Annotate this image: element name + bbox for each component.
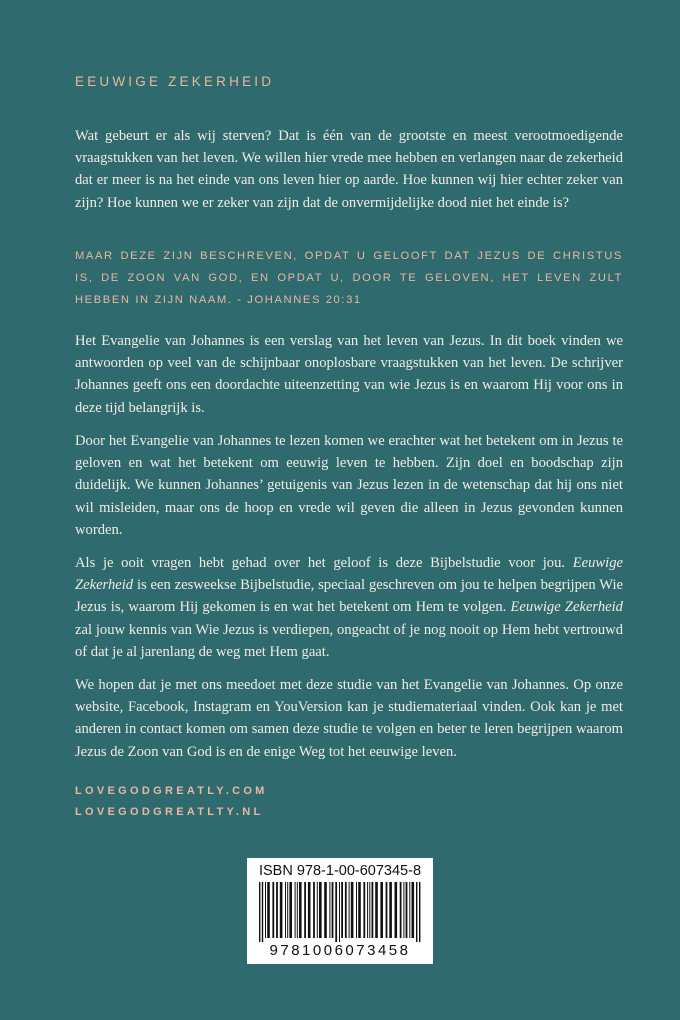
intro-paragraph: Wat gebeurt er als wij sterven? Dat is één van de grootste en meest verootmoedigende vraagstukken van het leven. We willen hier vrede mee hebben en verlangen naar de zekerheid dat er meer is na het einde van ons leven hier op aarde. Hoe kunnen wij hier echter zeker van zijn? Hoe kunnen we er zeker van zijn dat de onvermijdelijke dood niet het einde is?	[75, 128, 623, 211]
barcode-bar	[319, 882, 322, 938]
barcode-bar	[299, 882, 302, 938]
barcode-bar	[380, 882, 383, 938]
barcode-bar	[395, 882, 398, 938]
barcode-bar	[386, 882, 388, 938]
barcode-bar	[416, 882, 417, 942]
barcode-bar	[313, 882, 315, 938]
barcode-bar	[265, 882, 266, 938]
barcode-bar	[356, 882, 357, 938]
book-name-italic: Eeuwige Zekerheid	[510, 599, 623, 616]
barcode-bar	[358, 882, 361, 938]
barcode-bar	[289, 882, 292, 938]
barcode-bar	[297, 882, 298, 938]
barcode-bar	[295, 882, 296, 938]
barcode-bar	[276, 882, 278, 938]
barcode-bar	[280, 882, 283, 938]
barcode-bar	[267, 882, 270, 938]
barcode-bar	[287, 882, 288, 938]
isbn-barcode	[247, 858, 433, 964]
barcode-bar	[329, 882, 330, 938]
barcode-bar	[375, 882, 378, 938]
website-link-nl[interactable]: LOVEGODGREATLTY.NL	[75, 806, 264, 818]
book-title: EEUWIGE ZEKERHEID	[75, 74, 275, 89]
website-link-com[interactable]: LOVEGODGREATLY.COM	[75, 785, 268, 797]
barcode-bar	[351, 882, 354, 938]
barcode-bars	[259, 882, 421, 942]
barcode-bar	[335, 882, 337, 942]
barcode-bar	[369, 882, 370, 938]
barcode-bar	[304, 882, 306, 938]
scripture-quote: MAAR DEZE ZIJN BESCHREVEN, OPDAT U GELOOFT DAT JEZUS DE CHRISTUS IS, DE ZOON VAN GOD, EN OPDAT U, DOOR TE GELOVEN, HET LEVEN ZULT HEBBEN IN ZIJN NAAM. - JOHANNES 20:31	[75, 250, 623, 306]
barcode-bar	[363, 882, 365, 938]
barcode-bar	[317, 882, 318, 938]
barcode-bar	[332, 882, 334, 938]
paragraph-invite: We hopen dat je met ons meedoet met deze studie van het Evangelie van Johannes. Op onze website, Facebook, Instagram en YouVersion kan je studiemateriaal vinden. Ook kan je met anderen in contact komen om samen deze studie te volgen en beter te leren begrijpen waarom Jezus de Zoon van God is en de enige Weg tot het eeuwige leven.	[75, 677, 623, 760]
barcode-bar	[345, 882, 347, 938]
barcode-bar	[367, 882, 368, 938]
barcode-bar	[389, 882, 392, 938]
barcode-bar	[412, 882, 415, 938]
barcode-bar	[400, 882, 402, 938]
barcode-bar	[341, 882, 343, 938]
barcode-bar	[262, 882, 263, 942]
barcode-digits: 9781006073458	[269, 942, 411, 959]
barcode-bar	[259, 882, 260, 942]
barcode-bar	[403, 882, 404, 938]
barcode-bar	[409, 882, 410, 938]
paragraph-study: Als je ooit vragen hebt gehad over het geloof is deze Bijbelstudie voor jou. Eeuwige Zekerheid is een zesweekse Bijbelstudie, speciaal geschreven om jou te helpen begrijpen Wie Jezus is, waarom Hij gekomen is en wat het betekent om Hem te volgen. Eeuwige Zekerheid zal jouw kennis van Wie Jezus is verdiepen, ongeacht of je nog nooit op Hem hebt vertrouwd of dat je al jarenlang de weg met Hem gaat.	[75, 555, 623, 660]
barcode-bar	[308, 882, 311, 938]
barcode-bar	[272, 882, 274, 938]
paragraph-believe: Door het Evangelie van Johannes te lezen komen we erachter wat het betekent om in Jezus te geloven en wat het betekent om eeuwig leven te hebben. Zijn doel en boodschap zijn duidelijk. We kunnen Johannes’ getuigenis van Jezus lezen in de wetenschap dat hij ons niet wil misleiden, maar ons de hoop en vrede wil geven die alleen in Jezus gevonden kunnen worden.	[75, 433, 623, 538]
barcode-bar	[419, 882, 420, 942]
barcode-bar	[339, 882, 340, 942]
barcode-bar	[406, 882, 408, 938]
isbn-label: ISBN 978-1-00-607345-8	[258, 863, 422, 879]
barcode-bar	[372, 882, 374, 938]
barcode-bar	[285, 882, 286, 938]
barcode-bar	[324, 882, 327, 938]
paragraph-gospel: Het Evangelie van Johannes is een verslag van het leven van Jezus. In dit boek vinden we antwoorden op veel van de schijnbaar onoplosbare vraagstukken van het leven. De schrijver Johannes geeft ons een doordachte uiteenzetting van wie Jezus is en waarom Hij voor ons in deze tijd belangrijk is.	[75, 333, 623, 416]
barcode-bar	[349, 882, 350, 938]
book-name-italic: Eeuwige Zekerheid	[75, 555, 623, 594]
